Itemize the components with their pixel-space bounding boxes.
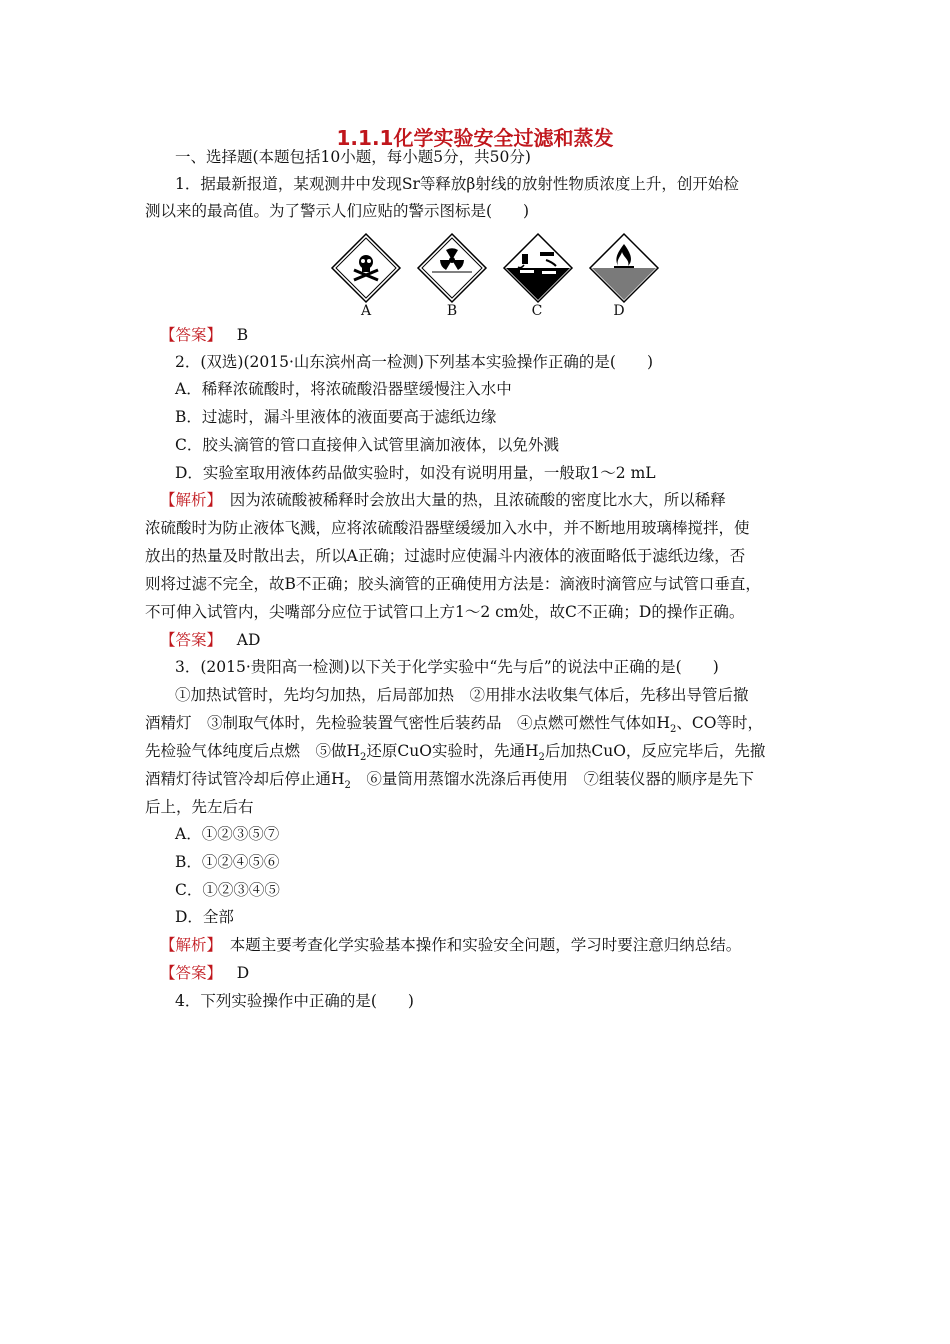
q2-analysis-line4: 则将过滤不完全，故B不正确；胶头滴管的正确使用方法是：滴液时滴管应与试管口垂直， [145, 575, 761, 593]
q2-option-d: D．实验室取用液体药品做实验时，如没有说明用量，一般取1～2 mL [175, 464, 656, 482]
q3-analysis [160, 935, 741, 955]
answer-value: AD [236, 631, 261, 649]
corrosive-icon [502, 232, 574, 304]
q2-option-b: B．过滤时，漏斗里液体的液面要高于滤纸边缘 [175, 408, 497, 426]
q2-option-c: C．胶头滴管的管口直接伸入试管里滴加液体，以免外溅 [175, 436, 559, 454]
analysis-tag: 【解析】 [160, 491, 215, 509]
text: 还原CuO实验时，先通H [366, 742, 539, 760]
q2-stem: 2．(双选)(2015·山东滨州高一检测)下列基本实验操作正确的是( ) [175, 353, 654, 371]
skull-crossbones-icon [330, 232, 402, 304]
q3-answer [160, 963, 249, 983]
sign-label-d: D [613, 303, 625, 319]
q3-option-c: C．①②③④⑤ [175, 881, 280, 899]
answer-tag: 【答案】 [160, 631, 223, 649]
sign-label-c: C [531, 303, 543, 319]
subscript: 2 [670, 724, 677, 736]
sign-label-b: B [446, 303, 458, 319]
subscript: 2 [538, 752, 545, 764]
q3-option-b: B．①②④⑤⑥ [175, 853, 280, 871]
q2-analysis-line1 [160, 490, 726, 510]
flame-icon [588, 232, 660, 304]
text: ⑥量筒用蒸馏水洗涤后再使用 ⑦组装仪器的顺序是先下 [350, 770, 754, 788]
text: 酒精灯待试管冷却后停止通H [145, 770, 345, 788]
q1-stem-line2: 测以来的最高值。为了警示人们应贴的警示图标是( ) [145, 202, 530, 220]
q3-option-d: D．全部 [175, 908, 234, 926]
q3-body-line5: 后上，先左后右 [145, 798, 254, 816]
q3-stem: 3．(2015·贵阳高一检测)以下关于化学实验中“先与后”的说法中正确的是( ) [175, 658, 719, 676]
answer-value: B [236, 326, 249, 344]
text: 酒精灯 ③制取气体时，先检验装置气密性后装药品 ④点燃可燃性气体如H [145, 714, 671, 732]
text: 先检验气体纯度后点燃 ⑤做H [145, 742, 361, 760]
q3-body-line4 [145, 769, 754, 796]
q1-answer [160, 325, 248, 345]
text: 后加热CuO，反应完毕后，先撤 [544, 742, 766, 760]
page-title: 1.1.1化学实验安全过滤和蒸发 [336, 126, 614, 150]
answer-tag: 【答案】 [160, 326, 223, 344]
q2-answer [160, 630, 260, 650]
q1-stem-line1: 1．据最新报道，某观测井中发现Sr等释放β射线的放射性物质浓度上升，创开始检 [175, 175, 739, 193]
q3-body-line2 [145, 713, 763, 740]
section-heading: 一、选择题(本题包括10小题，每小题5分，共50分) [175, 148, 531, 166]
q2-analysis-line5: 不可伸入试管内，尖嘴部分应位于试管口上方1～2 cm处，故C不正确；D的操作正确。 [145, 603, 745, 621]
answer-value: D [236, 964, 250, 982]
subscript: 2 [344, 780, 351, 792]
q3-option-a: A．①②③⑤⑦ [175, 825, 280, 843]
sign-label-a: A [360, 303, 372, 319]
answer-tag: 【答案】 [160, 964, 223, 982]
q2-analysis-line3: 放出的热量及时散出去，所以A正确；过滤时应使漏斗内液体的液面略低于滤纸边缘，否 [145, 547, 746, 565]
radiation-icon [416, 232, 488, 304]
text: 、CO等时， [676, 714, 763, 732]
q4-stem: 4．下列实验操作中正确的是( ) [175, 992, 414, 1010]
analysis-text: 因为浓硫酸被稀释时会放出大量的热，且浓硫酸的密度比水大，所以稀释 [214, 491, 726, 509]
q3-body-line1: ①加热试管时，先均匀加热，后局部加热 ②用排水法收集气体后，先移出导管后撤 [175, 686, 749, 704]
q3-body-line3 [145, 741, 765, 768]
subscript: 2 [360, 752, 367, 764]
analysis-tag: 【解析】 [160, 936, 215, 954]
q2-analysis-line2: 浓硫酸时为防止液体飞溅，应将浓硫酸沿器壁缓缓加入水中，并不断地用玻璃棒搅拌，使 [145, 519, 750, 537]
analysis-text: 本题主要考查化学实验基本操作和实验安全问题，学习时要注意归纳总结。 [214, 936, 742, 954]
q2-option-a: A．稀释浓硫酸时，将浓硫酸沿器壁缓慢注入水中 [175, 380, 512, 398]
